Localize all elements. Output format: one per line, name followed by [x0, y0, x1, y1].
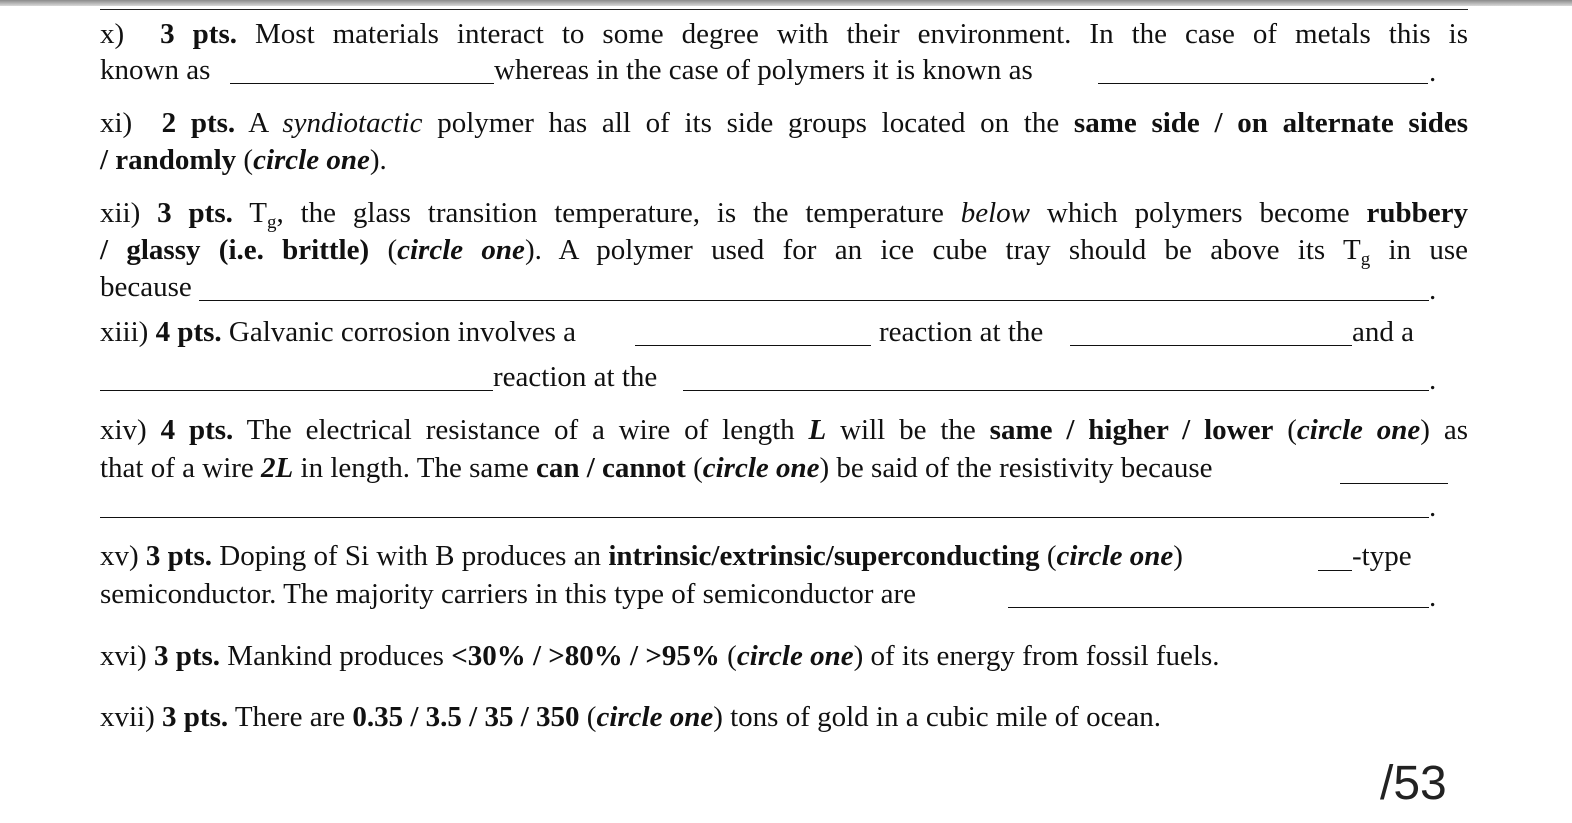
q13-blank-site2[interactable]: [683, 390, 1429, 391]
q13-blank-site1[interactable]: [1070, 345, 1352, 346]
q12-a: , the glass transition temperature, is the temperature: [276, 197, 944, 229]
q13-blank-reaction2[interactable]: [100, 390, 493, 391]
q14-d: that of a wire: [100, 452, 254, 484]
q17-points: 3 pts.: [162, 701, 229, 733]
q15-period: .: [1429, 581, 1437, 613]
q10-blank-metals[interactable]: [230, 83, 494, 84]
q10-points: 3 pts.: [160, 18, 237, 50]
q15-blank-carriers[interactable]: [1008, 607, 1429, 608]
q13-points: 4 pts.: [155, 316, 222, 348]
q12-tg: $T_g$: [249, 197, 277, 233]
q11-option2[interactable]: / randomly: [100, 144, 237, 176]
q11-circle-one: circle one: [253, 144, 370, 176]
q12-d: in use: [1388, 234, 1469, 266]
q12-number: xii): [100, 197, 141, 229]
q15-circle-one: circle one: [1056, 540, 1174, 572]
q14-blank-because-1[interactable]: [1340, 483, 1448, 484]
q12-b: which polymers become: [1046, 197, 1350, 229]
q16-options[interactable]: <30% / >80% / >95%: [451, 640, 720, 672]
q15-line1: xv) 3 pts. Doping of Si with B produces an intrinsic/extrinsic/superconducting (circle one): [100, 540, 1183, 572]
q13-line1: [100, 315, 576, 349]
q12-blank-because[interactable]: [199, 300, 1429, 301]
q14-L: L: [808, 414, 827, 446]
q14-line2: that of a wire 2L in length. The same can / cannot (circle one) be said of the resistivity because: [100, 452, 1213, 484]
q14-blank-because-2[interactable]: [100, 517, 1429, 518]
q11-b: polymer has all of its side groups located on the: [437, 107, 1060, 139]
q17-options[interactable]: 0.35 / 3.5 / 35 / 350: [352, 701, 580, 733]
q14-circle-one-2: circle one: [702, 452, 820, 484]
q15-b: -type: [1352, 540, 1412, 572]
q13-d: reaction at the: [493, 361, 658, 393]
q14-line1: xiv) 4 pts. The electrical resistance of a wire of length L will be the same / higher / lower (circle one) as: [100, 414, 1468, 446]
q15-points: 3 pts.: [145, 540, 212, 572]
q11-option1[interactable]: same side / on alternate sides: [1073, 107, 1469, 139]
top-rule: [100, 9, 1468, 10]
q13-number: xiii): [100, 316, 149, 348]
q17-number: xvii): [100, 701, 155, 733]
q14-c: ) as: [1420, 414, 1468, 446]
q14-options2[interactable]: can / cannot: [535, 452, 686, 484]
q13-period: .: [1429, 364, 1437, 396]
q11-number: xi): [100, 107, 133, 139]
q11-syndiotactic: syndiotactic: [282, 107, 423, 139]
q12-option-glassy[interactable]: / glassy (i.e. brittle): [100, 234, 370, 266]
q17-line: xvii) 3 pts. There are 0.35 / 3.5 / 35 / 350 (circle one) tons of gold in a cubic mile of ocean.: [100, 701, 1161, 733]
q17-b: ) tons of gold in a cubic mile of ocean.: [713, 701, 1161, 733]
q11-line1: [100, 106, 1468, 140]
q12-circle-one: circle one: [397, 234, 525, 266]
q12-c: ). A polymer used for an ice cube tray should be above its: [524, 234, 1326, 266]
q12-points: 3 pts.: [157, 197, 233, 229]
q10-text3: whereas in the case of polymers it is known as: [494, 54, 1033, 86]
q16-line: xvi) 3 pts. Mankind produces <30% / >80% / >95% (circle one) of its energy from fossil fuels.: [100, 640, 1220, 672]
q13-c: and a: [1352, 316, 1414, 348]
q15-c: semiconductor. The majority carriers in this type of semiconductor are: [100, 578, 917, 610]
q14-points: 4 pts.: [160, 414, 234, 446]
q10-number: x): [100, 18, 125, 50]
q12-line2: / glassy (i.e. brittle) (circle one). A polymer used for an ice cube tray should be above its $T_g$ in use: [100, 234, 1469, 270]
q14-f: ) be said of the resistivity because: [819, 452, 1213, 484]
q12-line1: [100, 196, 1469, 233]
q12-below: below: [960, 197, 1031, 229]
q10-line2: [100, 53, 210, 87]
q16-b: ) of its energy from fossil fuels.: [853, 640, 1220, 672]
q11-line2: / randomly (circle one).: [100, 144, 387, 176]
q14-a: The electrical resistance of a wire of length: [246, 414, 795, 446]
q16-number: xvi): [100, 640, 147, 672]
q15-a: Doping of Si with B produces an: [219, 540, 602, 572]
q10-blank-polymers[interactable]: [1098, 83, 1428, 84]
q16-a: Mankind produces: [227, 640, 444, 672]
q15-number: xv): [100, 540, 139, 572]
q10-period: .: [1429, 56, 1437, 88]
q12-option-rubbery[interactable]: rubbery: [1366, 197, 1469, 229]
q14-period: .: [1429, 491, 1437, 523]
q17-circle-one: circle one: [596, 701, 714, 733]
top-shadow-bar: [0, 0, 1572, 6]
q14-number: xiv): [100, 414, 147, 446]
q17-a: There are: [234, 701, 346, 733]
q14-b: will be the: [840, 414, 976, 446]
q16-circle-one: circle one: [736, 640, 854, 672]
q11-points: 2 pts.: [161, 107, 236, 139]
q14-circle-one: circle one: [1296, 414, 1421, 446]
q10-text1: Most materials interact to some degree with their environment. In the case of metals this is: [255, 18, 1468, 50]
q10-text2: known as: [100, 54, 211, 86]
q16-points: 3 pts.: [153, 640, 221, 672]
q12-tg2: $T_g$: [1342, 234, 1371, 270]
page-score: /53: [1380, 757, 1447, 810]
q13-a: Galvanic corrosion involves a: [228, 316, 577, 348]
q12-period: .: [1429, 274, 1437, 306]
q13-b: reaction at the: [879, 316, 1044, 348]
q14-options[interactable]: same / higher / lower: [989, 414, 1274, 446]
q15-blank-type[interactable]: [1318, 570, 1352, 571]
q12-because: because: [100, 271, 192, 303]
q13-blank-reaction1[interactable]: [635, 345, 871, 346]
q11-a: A: [248, 107, 268, 139]
q14-2L: 2L: [261, 452, 294, 484]
q11-end: ).: [369, 144, 387, 176]
q10-line1: [100, 17, 1468, 51]
q14-e: in length. The same: [300, 452, 529, 484]
q15-options[interactable]: intrinsic/extrinsic/superconducting: [608, 540, 1040, 572]
